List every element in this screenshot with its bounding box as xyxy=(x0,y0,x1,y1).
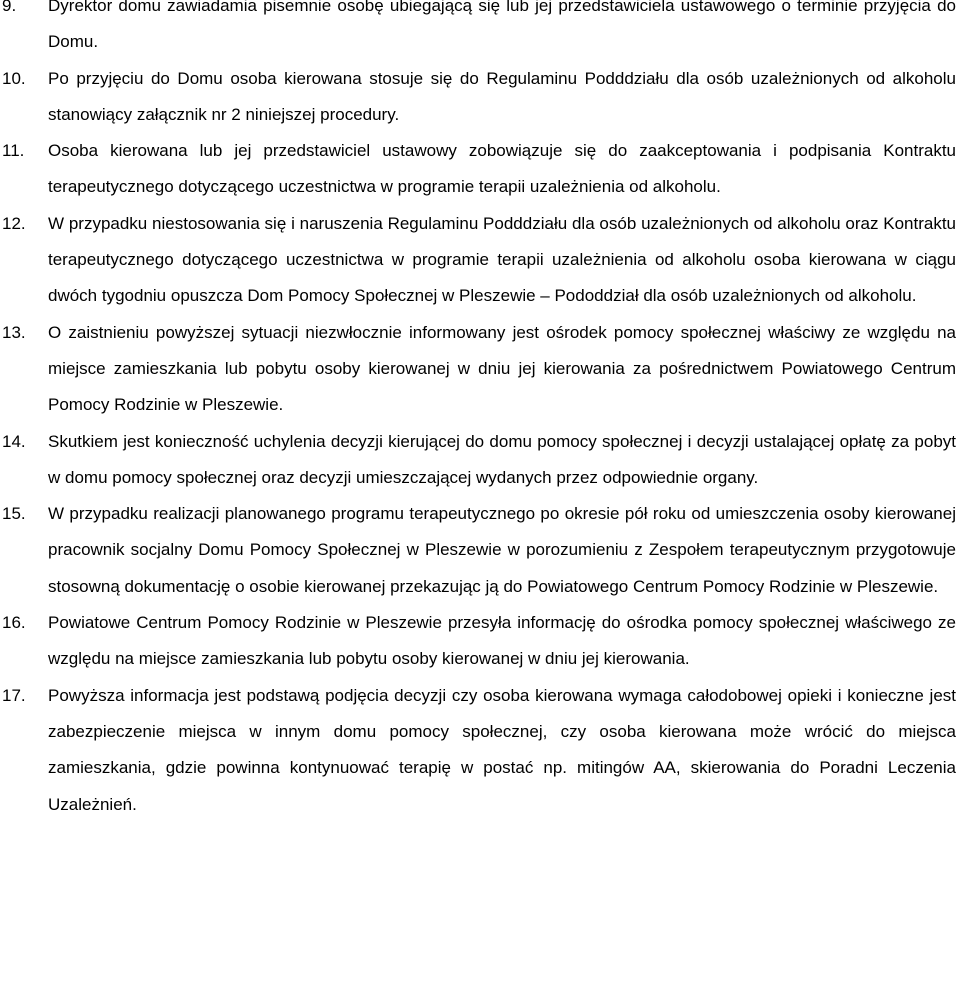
item-number: 13. xyxy=(2,322,26,342)
item-number: 12. xyxy=(2,213,26,233)
item-text: Po przyjęciu do Domu osoba kierowana stosuje się do Regulaminu Podddziału dla osób uzależnionych od alkoholu stanowiący załącznik nr 2 niniejszej procedury. xyxy=(48,68,956,124)
item-number: 16. xyxy=(2,613,26,633)
list-item-16 xyxy=(0,605,960,678)
item-number: 10. xyxy=(2,68,26,88)
list-item-13 xyxy=(0,315,960,424)
item-text: O zaistnieniu powyższej sytuacji niezwłocznie informowany jest ośrodek pomocy społecznej właściwy ze względu na miejsce zamieszkania lub pobytu osoby kierowanej w dniu jej kierowania za pośrednictwem Powiatowego Centrum Pomocy Rodzinie w Pleszewie. xyxy=(48,322,956,415)
item-number: 17. xyxy=(2,685,26,705)
item-number: 15. xyxy=(2,504,26,524)
list-item-11 xyxy=(0,133,960,206)
item-text: Skutkiem jest konieczność uchylenia decyzji kierującej do domu pomocy społecznej i decyzji ustalającej opłatę za pobyt w domu pomocy społecznej oraz decyzji umieszczającej wydanych przez odpowiednie organy. xyxy=(48,431,956,487)
item-text: W przypadku niestosowania się i naruszenia Regulaminu Podddziału dla osób uzależnionych od alkoholu oraz Kontraktu terapeutycznego dotyczącego uczestnictwa w programie terapii uzależnienia od alkoholu osoba kierowana w ciągu dwóch tygodniu opuszcza Dom Pomocy Społecznej w Pleszewie – Pododdział dla osób uzależnionych od alkoholu. xyxy=(48,213,956,306)
item-number: 11. xyxy=(2,141,25,161)
list-item-9 xyxy=(0,0,960,61)
list-item-10 xyxy=(0,61,960,134)
list-item-15 xyxy=(0,496,960,605)
item-text: Osoba kierowana lub jej przedstawiciel ustawowy zobowiązuje się do zaakceptowania i podpisania Kontraktu terapeutycznego dotyczącego uczestnictwa w programie terapii uzależnienia od alkoholu. xyxy=(48,141,956,197)
list-item-12 xyxy=(0,206,960,315)
list-item-14 xyxy=(0,424,960,497)
item-text: Dyrektor domu zawiadamia pisemnie osobę ubiegającą się lub jej przedstawiciela ustawowego o terminie przyjęcia do Domu. xyxy=(48,0,956,52)
item-number: 14. xyxy=(2,431,26,451)
list-item-17 xyxy=(0,678,960,823)
item-text: Powiatowe Centrum Pomocy Rodzinie w Pleszewie przesyła informację do ośrodka pomocy społecznej właściwego ze względu na miejsce zamieszkania lub pobytu osoby kierowanej w dniu jej kierowania. xyxy=(48,613,956,669)
item-number: 9. xyxy=(2,0,17,15)
item-text: Powyższa informacja jest podstawą podjęcia decyzji czy osoba kierowana wymaga całodobowej opieki i konieczne jest zabezpieczenie miejsca w innym domu pomocy społecznej, czy osoba kierowana może wrócić do miejsca zamieszkania, gdzie powinna kontynuować terapię w postać np. mitingów AA, skierowania do Poradni Leczenia Uzależnień. xyxy=(48,685,956,814)
item-text: W przypadku realizacji planowanego programu terapeutycznego po okresie pół roku od umieszczenia osoby kierowanej pracownik socjalny Domu Pomocy Społecznej w Pleszewie w porozumieniu z Zespołem terapeutycznym przygotowuje stosowną dokumentację o osobie kierowanej przekazując ją do Powiatowego Centrum Pomocy Rodzinie w Pleszewie. xyxy=(48,504,956,596)
